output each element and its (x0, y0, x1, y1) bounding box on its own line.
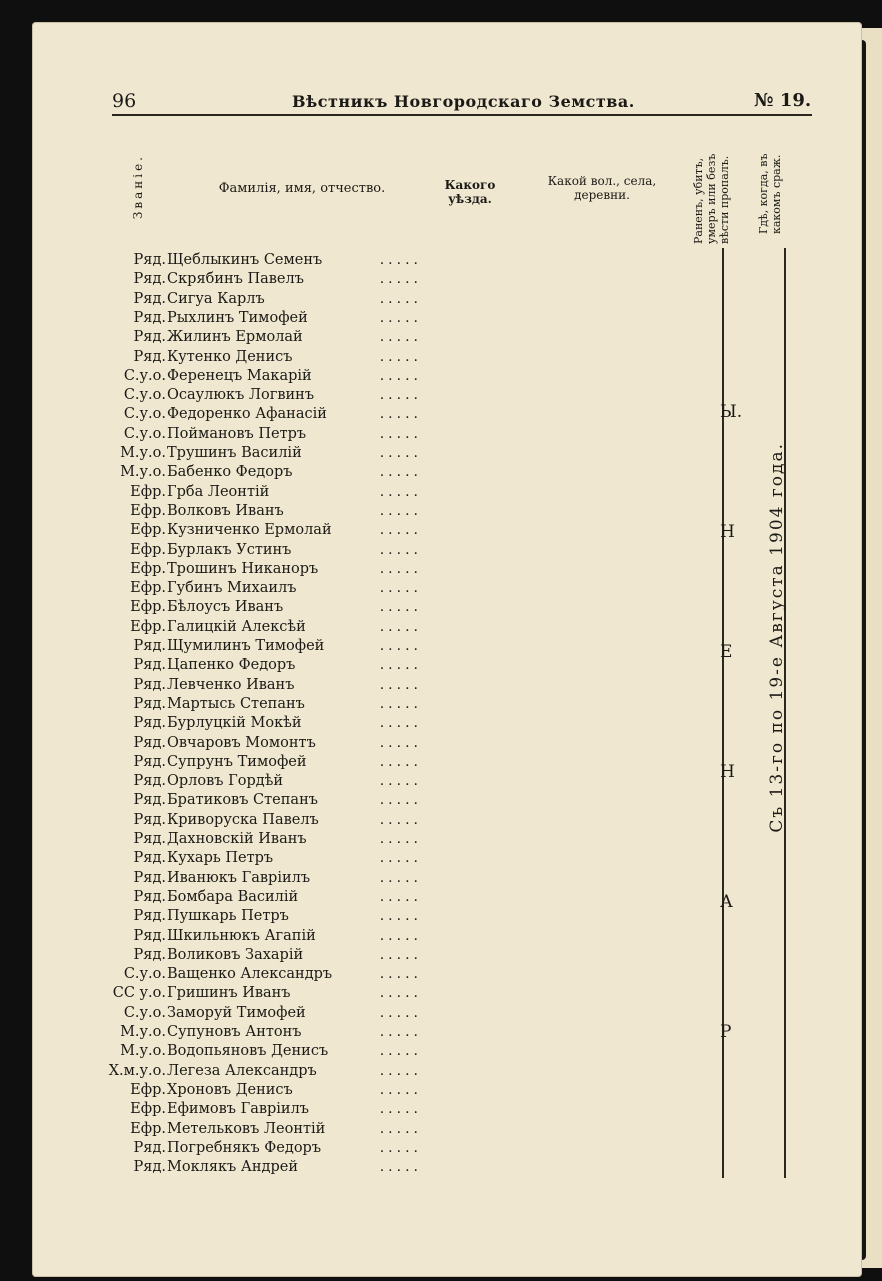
entry-rank: Ряд. (133, 927, 166, 944)
entry-name: Ващенко Александръ (167, 966, 333, 983)
leader-dots: ..... (379, 966, 422, 983)
entry-rank: С.у.о. (123, 966, 166, 983)
entry-name: Супуновъ Антонъ (167, 1024, 302, 1040)
entry-name: Ефимовъ Гавріилъ (167, 1101, 310, 1118)
entry-name: Рыхлинъ Тимофей (167, 309, 308, 326)
leader-dots: ..... (379, 1043, 422, 1060)
entry-rank: Ефр. (130, 1101, 166, 1118)
column-header-name: Фамилія, имя, отчество. (218, 181, 386, 196)
leader-dots: ..... (379, 869, 422, 886)
entry-name: Дахновскій Иванъ (167, 831, 307, 847)
header-rule (112, 114, 812, 116)
entry-name: Левченко Иванъ (167, 676, 295, 693)
leader-dots: ..... (379, 522, 422, 539)
issue-number: № 19. (754, 90, 812, 111)
leader-dots: ..... (379, 638, 422, 654)
leader-dots: ..... (379, 946, 422, 963)
leader-dots: ..... (379, 367, 422, 384)
leader-dots: ..... (379, 541, 422, 558)
leader-dots: ..... (379, 309, 422, 326)
leader-dots: ..... (379, 792, 422, 809)
entry-rank: Ряд. (133, 329, 166, 346)
leader-dots: ..... (379, 657, 422, 674)
document-page (32, 22, 862, 1277)
entry-name: Метельковъ Леонтій (167, 1120, 326, 1137)
entry-rank: Ряд. (133, 1159, 166, 1176)
leader-dots: ..... (379, 695, 422, 712)
entry-rank: Ряд. (133, 1139, 166, 1156)
entry-name: Братиковъ Степанъ (167, 792, 318, 809)
entry-rank: Ряд. (133, 676, 166, 693)
entry-name: Заморуй Тимофей (167, 1004, 306, 1021)
leader-dots: ..... (379, 502, 422, 519)
entry-rank: Ефр. (130, 1081, 166, 1098)
status-letter: Е (720, 642, 733, 662)
entry-rank: Ефр. (130, 541, 166, 558)
leader-dots: ..... (379, 406, 422, 423)
page-number: 96 (112, 90, 137, 112)
leader-dots: ..... (379, 329, 422, 346)
entry-name: Кузниченко Ермолай (167, 522, 332, 539)
leader-dots: ..... (379, 580, 422, 597)
entry-name: Овчаровъ Момонтъ (167, 734, 316, 751)
entry-rank: Ряд. (133, 348, 166, 365)
leader-dots: ..... (379, 734, 422, 751)
entry-rank: Ряд. (133, 811, 166, 828)
entry-rank: Ефр. (130, 560, 166, 577)
column-header-where-when: Гдѣ, когда, въ какомъ сраж. (757, 153, 783, 234)
period-note: Съ 13-го по 19-е Августа 1904 года. (767, 442, 787, 833)
leader-dots: ..... (379, 290, 422, 307)
entry-name: Трушинъ Василій (167, 445, 302, 461)
entry-name: Бабенко Федоръ (167, 464, 293, 481)
leader-dots: ..... (379, 560, 422, 577)
entry-rank: Ряд. (133, 715, 166, 732)
entry-name: Осаулюкъ Логвинъ (167, 387, 315, 404)
leader-dots: ..... (379, 348, 422, 365)
status-letter: Н (720, 762, 735, 782)
entry-name: Кухарь Петръ (167, 850, 274, 867)
leader-dots: ..... (379, 753, 422, 770)
entry-rank: С.у.о. (123, 1004, 166, 1021)
entry-name: Шкильнюкъ Агапій (167, 927, 316, 944)
entry-name: Жилинъ Ермолай (167, 329, 303, 346)
entry-rank: Ряд. (133, 638, 166, 654)
entry-rank: Ряд. (133, 946, 166, 963)
leader-dots: ..... (379, 888, 422, 905)
entry-name: Кутенко Денисъ (167, 348, 293, 365)
leader-dots: ..... (379, 850, 422, 867)
entry-name: Мартысь Степанъ (167, 695, 305, 712)
entry-rank: Ряд. (133, 753, 166, 770)
entry-name: Бурлакъ Устинъ (167, 541, 292, 558)
entry-rank: Ефр. (130, 618, 166, 635)
entry-rank: Ряд. (133, 271, 166, 288)
entry-name: Погребнякъ Федоръ (167, 1139, 322, 1156)
entry-name: Легеза Александръ (167, 1062, 317, 1079)
leader-dots: ..... (379, 618, 422, 635)
entry-rank: М.у.о. (120, 445, 166, 461)
leader-dots: ..... (379, 715, 422, 732)
entry-name: Ференецъ Макарій (167, 367, 312, 384)
entry-rank: С.у.о. (123, 387, 166, 404)
status-letter: Р (720, 1022, 732, 1042)
leader-dots: ..... (379, 908, 422, 925)
entry-rank: Х.м.у.о. (108, 1062, 166, 1079)
entry-rank: Ефр. (130, 580, 166, 597)
entry-rank: Ефр. (130, 599, 166, 616)
entry-name: Иванюкъ Гавріилъ (167, 869, 311, 886)
entry-name: Губинъ Михаилъ (167, 580, 297, 597)
entry-rank: Ряд. (133, 309, 166, 326)
entry-name: Хроновъ Денисъ (167, 1081, 293, 1098)
leader-dots: ..... (379, 985, 422, 1002)
leader-dots: ..... (379, 425, 422, 442)
entry-rank: Ряд. (133, 773, 166, 790)
leader-dots: ..... (379, 1081, 422, 1098)
entry-name: Щумилинъ Тимофей (167, 638, 325, 654)
entry-rank: М.у.о. (120, 1043, 166, 1060)
entry-rank: М.у.о. (120, 1024, 166, 1040)
entry-rank: Ряд. (133, 792, 166, 809)
entry-rank: Ряд. (133, 734, 166, 751)
entry-name: Скрябинъ Павелъ (167, 271, 304, 288)
entry-name: Супрунъ Тимофей (167, 753, 307, 770)
leader-dots: ..... (379, 676, 422, 693)
entry-rank: С.у.о. (123, 367, 166, 384)
entry-rank: С.у.о. (123, 406, 166, 423)
entry-rank: Ефр. (130, 522, 166, 539)
leader-dots: ..... (379, 445, 422, 461)
entry-name: Федоренко Афанасій (167, 406, 327, 423)
entry-name: Бомбара Василій (167, 888, 299, 905)
leader-dots: ..... (379, 773, 422, 790)
leader-dots: ..... (379, 464, 422, 481)
entry-rank: Ряд. (133, 888, 166, 905)
leader-dots: ..... (379, 831, 422, 847)
leader-dots: ..... (379, 1120, 422, 1137)
leader-dots: ..... (379, 599, 422, 616)
leader-dots: ..... (379, 271, 422, 288)
leader-dots: ..... (379, 1101, 422, 1118)
leader-dots: ..... (379, 927, 422, 944)
entry-name: Грба Леонтій (167, 483, 270, 500)
entry-rank: Ряд. (133, 290, 166, 307)
entry-name: Орловъ Гордѣй (167, 773, 284, 790)
status-letter: Н (720, 522, 735, 542)
entry-name: Сигуа Карлъ (167, 290, 265, 307)
leader-dots: ..... (379, 483, 422, 500)
entry-rank: Ефр. (130, 502, 166, 519)
entry-name: Щеблыкинъ Семенъ (167, 252, 323, 268)
entry-name: Водопьяновъ Денисъ (167, 1043, 329, 1060)
leader-dots: ..... (379, 252, 422, 268)
leader-dots: ..... (379, 1024, 422, 1040)
entry-rank: Ряд. (133, 252, 166, 268)
journal-title: Вѣстникъ Новгородскаго Земства. (292, 92, 635, 111)
entry-rank: Ефр. (130, 1120, 166, 1137)
entry-name: Бурлуцкій Мокѣй (167, 715, 302, 732)
entry-name: Бѣлоусъ Иванъ (167, 599, 284, 616)
entry-rank: Ряд. (133, 831, 166, 847)
entry-rank: Ряд. (133, 850, 166, 867)
leader-dots: ..... (379, 387, 422, 404)
status-letter: Ы. (720, 402, 743, 422)
entry-name: Поймановъ Петръ (167, 425, 307, 442)
entry-name: Пушкарь Петръ (167, 908, 289, 925)
entry-rank: СС у.о. (112, 985, 166, 1002)
entry-name: Воликовъ Захарій (167, 946, 304, 963)
leader-dots: ..... (379, 1139, 422, 1156)
entry-name: Криворуска Павелъ (167, 811, 319, 828)
column-header-district: Какого уѣзда. (444, 178, 496, 206)
entry-rank: Ряд. (133, 657, 166, 674)
entry-rank: Ряд. (133, 869, 166, 886)
entry-name: Волковъ Иванъ (167, 502, 284, 519)
entry-rank: Ряд. (133, 908, 166, 925)
entry-name: Гришинъ Иванъ (167, 985, 291, 1002)
column-header-village: Какой вол., села, деревни. (547, 174, 657, 202)
entry-name: Цапенко Федоръ (167, 657, 296, 674)
column-header-status: Раненъ, убитъ, умеръ или безъ вѣсти пропалъ. (692, 153, 731, 244)
entry-rank: Ефр. (130, 483, 166, 500)
entry-name: Трошинъ Никаноръ (167, 560, 319, 577)
entry-rank: С.у.о. (123, 425, 166, 442)
leader-dots: ..... (379, 1159, 422, 1176)
leader-dots: ..... (379, 811, 422, 828)
entry-rank: Ряд. (133, 695, 166, 712)
leader-dots: ..... (379, 1004, 422, 1021)
entry-name: Галицкій Алексѣй (167, 618, 306, 635)
leader-dots: ..... (379, 1062, 422, 1079)
entry-rank: М.у.о. (120, 464, 166, 481)
status-letter: А (720, 892, 733, 912)
column-header-rank: Званіе. (131, 154, 145, 220)
entry-name: Моклякъ Андрей (167, 1159, 298, 1176)
